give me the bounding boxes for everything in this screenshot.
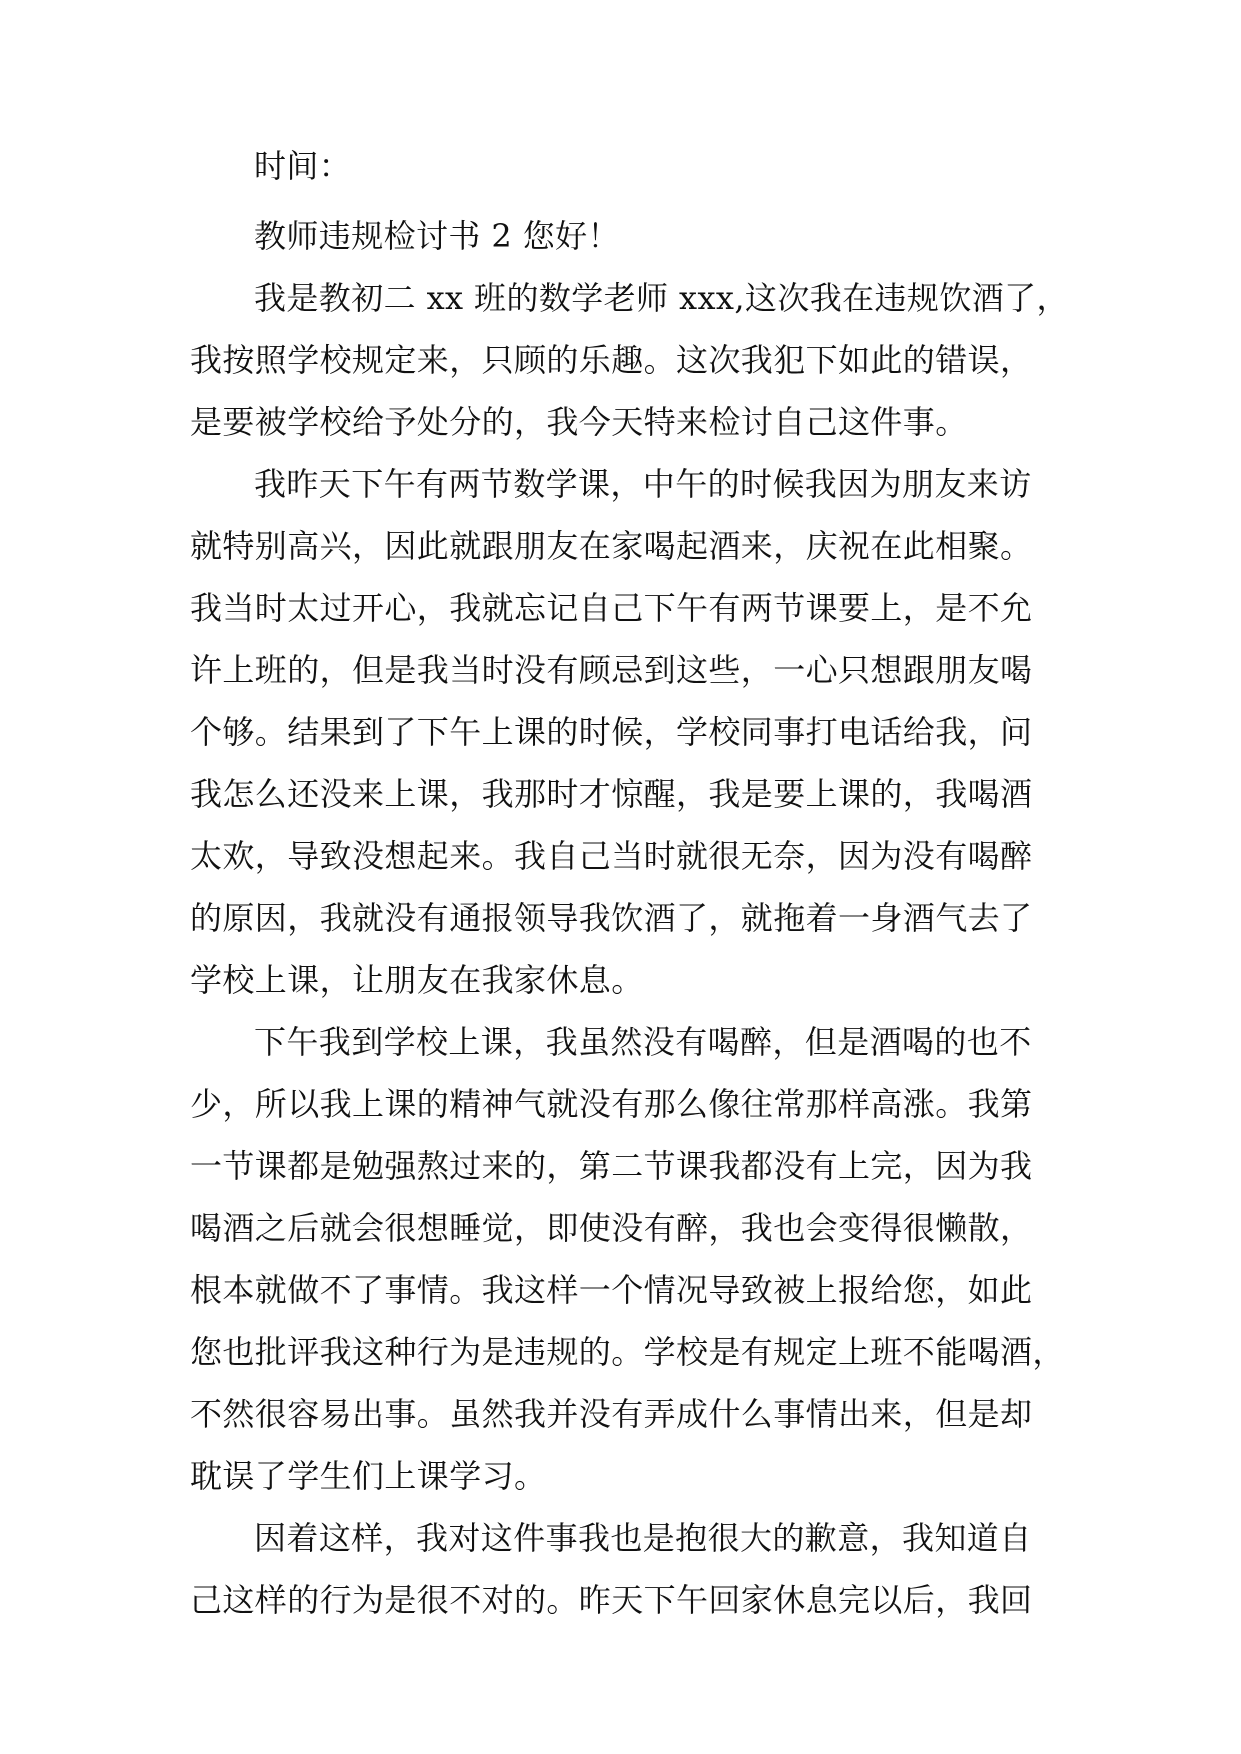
paragraph-line: 喝酒之后就会很想睡觉，即使没有醉，我也会变得很懒散， <box>190 1209 1033 1247</box>
paragraph-line: 不然很容易出事。虽然我并没有弄成什么事情出来，但是却 <box>190 1395 1033 1433</box>
paragraph-line: 我是教初二 xx 班的数学老师 xxx,这次我在违规饮酒了， <box>254 279 1069 317</box>
paragraph-line: 我昨天下午有两节数学课，中午的时候我因为朋友来访 <box>254 465 1032 503</box>
paragraph-line: 我按照学校规定来，只顾的乐趣。这次我犯下如此的错误， <box>190 341 1033 379</box>
paragraph-line: 个够。结果到了下午上课的时候，学校同事打电话给我，问 <box>190 713 1033 751</box>
paragraph-line: 的原因，我就没有通报领导我饮酒了，就拖着一身酒气去了 <box>190 899 1033 937</box>
paragraph-line: 因着这样，我对这件事我也是抱很大的歉意，我知道自 <box>254 1519 1032 1557</box>
paragraph-line: 就特别高兴，因此就跟朋友在家喝起酒来，庆祝在此相聚。 <box>190 527 1033 565</box>
paragraph-line: 许上班的，但是我当时没有顾忌到这些，一心只想跟朋友喝 <box>190 651 1033 689</box>
paragraph-line: 太欢，导致没想起来。我自己当时就很无奈，因为没有喝醉 <box>190 837 1033 875</box>
document-heading: 教师违规检讨书 2 您好！ <box>254 217 620 255</box>
paragraph-line: 根本就做不了事情。我这样一个情况导致被上报给您，如此 <box>190 1271 1033 1309</box>
time-label: 时间： <box>254 147 352 185</box>
paragraph-line: 我怎么还没来上课，我那时才惊醒，我是要上课的，我喝酒 <box>190 775 1033 813</box>
paragraph-line: 耽误了学生们上课学习。 <box>190 1457 547 1495</box>
paragraph-line: 是要被学校给予处分的，我今天特来检讨自己这件事。 <box>190 403 968 441</box>
paragraph-line: 一节课都是勉强熬过来的，第二节课我都没有上完，因为我 <box>190 1147 1033 1185</box>
paragraph-line: 学校上课，让朋友在我家休息。 <box>190 961 644 999</box>
paragraph-line: 己这样的行为是很不对的。昨天下午回家休息完以后，我回 <box>190 1581 1033 1619</box>
paragraph-line: 少，所以我上课的精神气就没有那么像往常那样高涨。我第 <box>190 1085 1033 1123</box>
paragraph-line: 下午我到学校上课，我虽然没有喝醉，但是酒喝的也不 <box>254 1023 1032 1061</box>
paragraph-line: 我当时太过开心，我就忘记自己下午有两节课要上，是不允 <box>190 589 1033 627</box>
paragraph-line: 您也批评我这种行为是违规的。学校是有规定上班不能喝酒， <box>190 1333 1065 1371</box>
